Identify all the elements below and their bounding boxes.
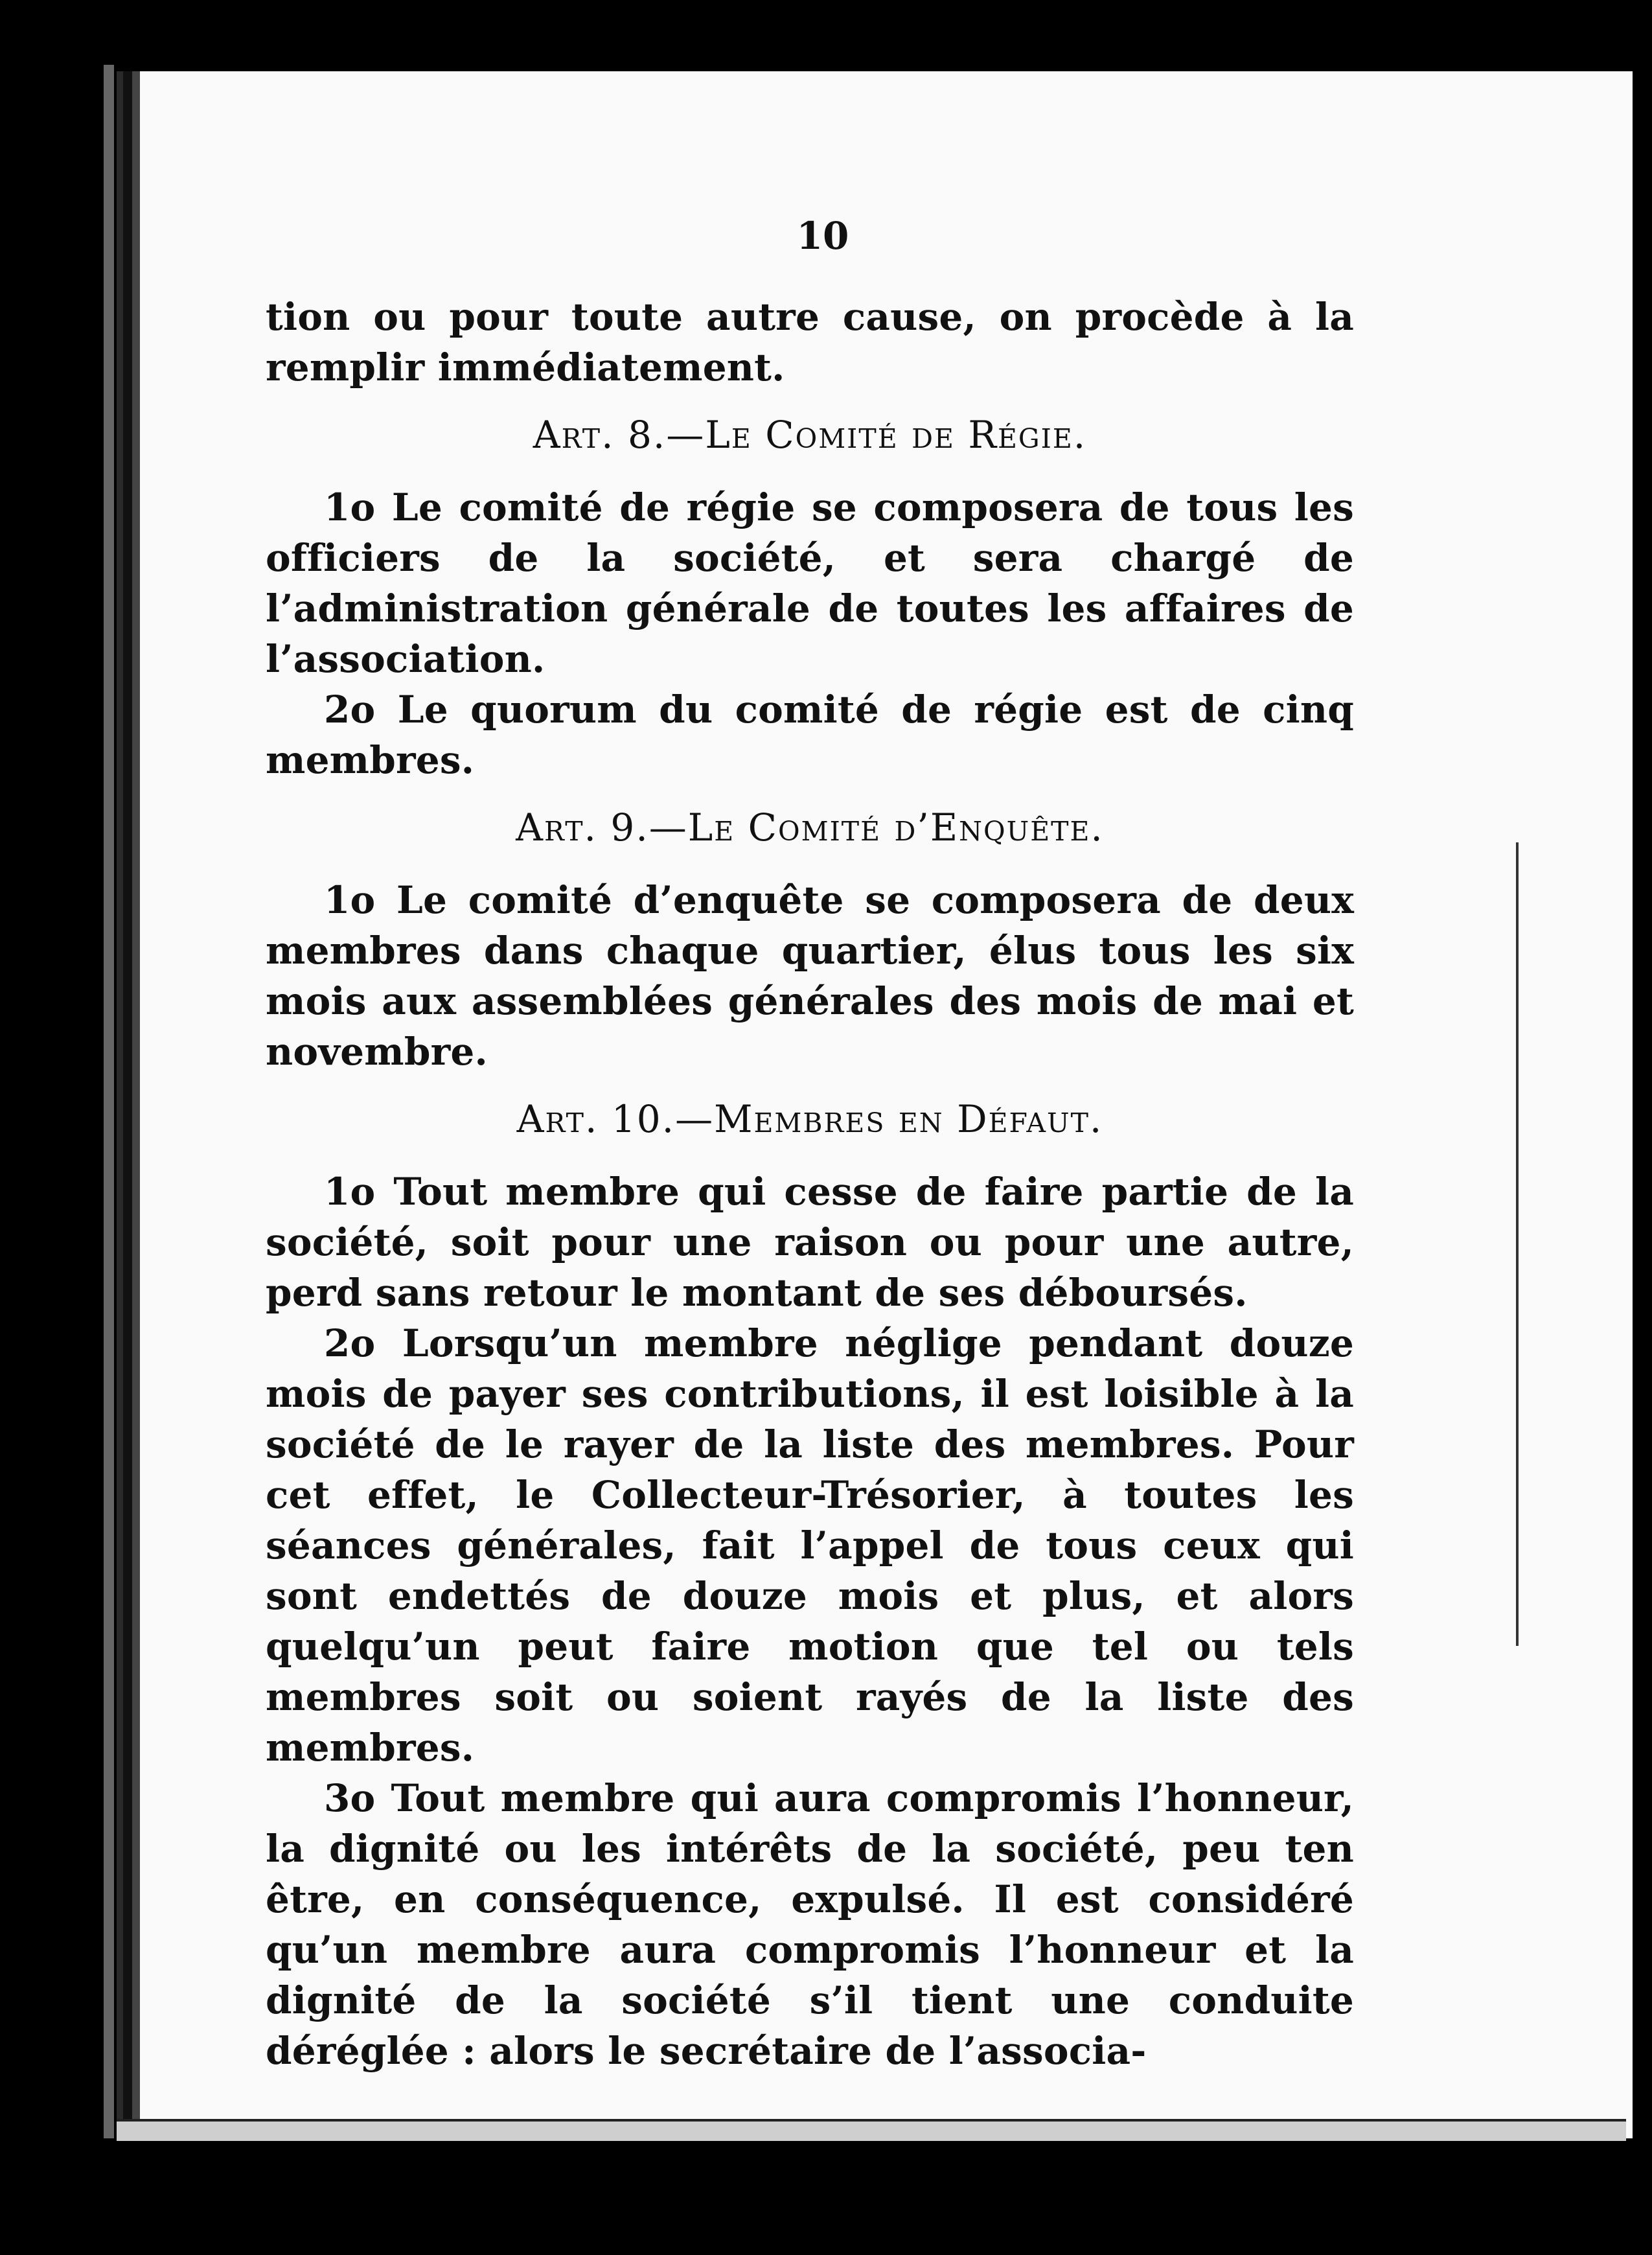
page-content xyxy=(266,214,1354,2076)
article-9-paragraph-1: 1o Le comité d’enquête se composera de deux membres dans chaque quartier, élus tous les six mois aux assemblées générales des mois de mai et novembre. xyxy=(266,878,1354,1074)
article-8-paragraph-2: 2o Le quorum du comité de régie est de cinq membres. xyxy=(266,688,1354,782)
article-10-paragraph-3: 3o Tout membre qui aura compromis l’honneur, la dignité ou les intérêts de la société, peu ten être, en conséquence, expulsé. Il est considéré qu’un membre aura compromis l’honneur et la dignité de la société s’il tient une conduite déréglée : alors le secrétaire de l’associa- xyxy=(266,1776,1354,2073)
paragraph-continuation: tion ou pour toute autre cause, on procède à la remplir immédiatement. xyxy=(266,295,1354,389)
article-8-heading: Art. 8.—Le Comité de Régie. xyxy=(533,413,1087,457)
article-8-paragraph-1: 1o Le comité de régie se composera de tous les officiers de la société, et sera chargé de l’administration générale de toutes les affaires de l’association. xyxy=(266,485,1354,681)
page-edge xyxy=(104,65,114,2138)
article-10-paragraph-2: 2o Lorsqu’un membre néglige pendant douze mois de payer ses contributions, il est loisible à la société de le rayer de la liste des membres. Pour cet effet, le Collecteur-Trésorier, à toutes les séances générales, fait l’appel de tous ceux qui sont endettés de douze mois et plus, et alors quelqu’un peut faire motion que tel ou tels membres soit ou soient rayés de la liste des membres. xyxy=(266,1321,1354,1770)
page-bottom-edge xyxy=(117,2119,1626,2141)
page-fold-line xyxy=(1516,842,1525,1646)
page-number: 10 xyxy=(796,214,849,258)
article-9-heading: Art. 9.—Le Comité d’Enquête. xyxy=(516,805,1104,850)
article-10-paragraph-1: 1o Tout membre qui cesse de faire partie de la société, soit pour une raison ou pour une autre, perd sans retour le montant de ses déboursés. xyxy=(266,1170,1354,1315)
article-10-heading: Art. 10.—Membres en Défaut. xyxy=(516,1097,1103,1141)
